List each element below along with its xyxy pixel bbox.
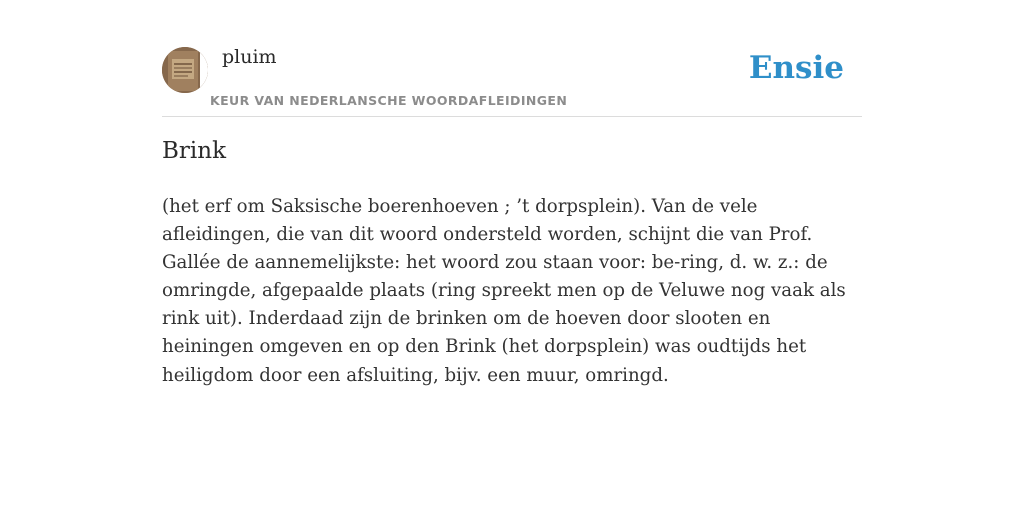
user-name[interactable]: pluim (222, 46, 277, 68)
entry-title: Brink (162, 138, 227, 164)
user-avatar[interactable] (162, 47, 208, 93)
entry-header (162, 40, 862, 117)
brand-logo[interactable]: Ensie (748, 50, 844, 86)
book-cover-avatar-icon (162, 47, 208, 93)
entry-text: (het erf om Saksische boerenhoeven ; ’t dorpsplein). Van de vele afleidingen, die van dit woord ondersteld worden, schijnt die van Prof. Gallée de aannemelijkste: het woord zou staan voor: be-ring, d. w. z.: de omringde, afgepaalde plaats (ring spreekt men op de Veluwe nog vaak als rink uit). Inderdaad zijn de brinken om de hoeven door slooten en heiningen omgeven en op den Brink (het dorpsplein) was oudtijds het heiligdom door een afsluiting, bijv. een muur, omringd. (162, 196, 846, 386)
source-link[interactable]: KEUR VAN NEDERLANSCHE WOORDAFLEIDINGEN (210, 93, 568, 108)
